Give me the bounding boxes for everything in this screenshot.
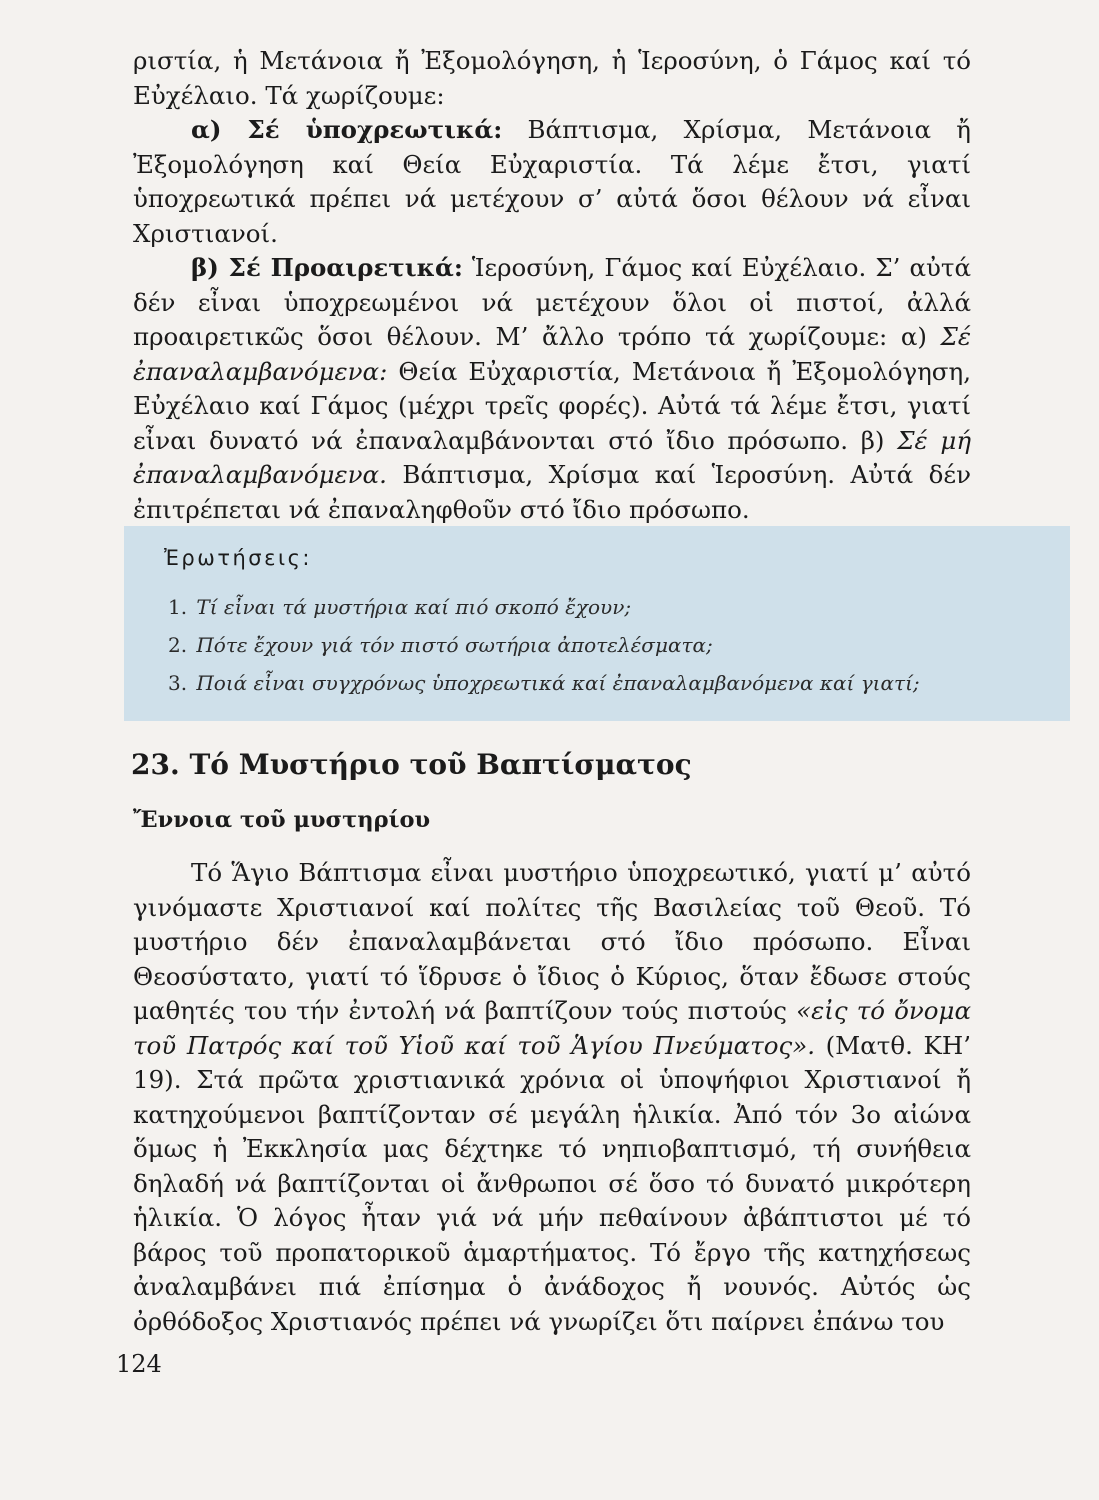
intro-opening-paragraph — [133, 44, 971, 113]
item-b-italic-2: Σέ μή ἐπαναλαμβανόμενα. — [133, 425, 971, 489]
question-text: Πότε ἔχουν γιά τόν πιστό σωτήρια ἀποτελέσματα; — [196, 633, 713, 657]
item-b-italic-1: Σέ ἐπαναλαμβανόμενα: — [133, 322, 971, 386]
item-b-text-1: Ἱεροσύνη, Γάμος καί Εὐχέλαιο. Σ’ αὐτά δέν εἶναι ὑποχρεωμένοι νά μετέχουν ὅλοι οἱ πιστοί, ἀλλά προαιρετικῶς ὅσοι θέλουν. Μ’ ἄλλο τρόπο τά χωρίζουμε: α) — [133, 253, 972, 351]
question-item — [168, 588, 920, 626]
section-title: 23. Τό Μυστήριο τοῦ Βαπτίσματος — [131, 748, 692, 781]
item-b-paragraph — [133, 251, 971, 527]
item-b-label: β) Σέ Προαιρετικά: — [191, 253, 463, 282]
item-a-text: Βάπτισμα, Χρίσμα, Μετάνοια ἤ Ἐξομολόγηση καί Θεία Εὐχαριστία. Τά λέμε ἔτσι, γιατί ὑποχρεωτικά πρέπει νά μετέχουν σ’ αὐτά ὅσοι θέλουν νά εἶναι Χριστιανοί. — [133, 115, 971, 248]
question-item — [168, 664, 920, 702]
question-text: Ποιά εἶναι συγχρόνως ὑποχρεωτικά καί ἐπαναλαμβανόμενα καί γιατί; — [196, 671, 920, 695]
section-p1-text-1: Τό Ἅγιο Βάπτισμα εἶναι μυστήριο ὑποχρεωτικό, γιατί μ’ αὐτό γινόμαστε Χριστιανοί καί πολίτες τῆς Βασιλείας τοῦ Θεοῦ. Τό μυστήριο δέν ἐπαναλαμβάνεται στό ἴδιο πρόσωπο. Εἶναι Θεοσύστατο, γιατί τό ἵδρυσε ὁ ἴδιος ὁ Κύριος, ὅταν ἔδωσε στούς μαθητές του τήν ἐντολή νά βαπτίζουν τούς πιστούς — [133, 858, 971, 1025]
item-b-text-3: Βάπτισμα, Χρίσμα καί Ἱεροσύνη. Αὐτά δέν ἐπιτρέπεται νά ἐπαναληφθοῦν στό ἴδιο πρόσωπο. — [133, 460, 971, 524]
question-item — [168, 626, 920, 664]
question-number: 1. — [168, 595, 188, 619]
questions-title: Ἐρωτήσεις: — [164, 546, 312, 570]
question-text: Τί εἶναι τά μυστήρια καί πιό σκοπό ἔχουν; — [196, 595, 632, 619]
question-number: 3. — [168, 671, 188, 695]
item-b-text-2: Θεία Εὐχαριστία, Μετάνοια ἤ Ἐξομολόγηση, Εὐχέλαιο καί Γάμος (μέχρι τρεῖς φορές). Αὐτά τά λέμε ἔτσι, γιατί εἶναι δυνατό νά ἐπαναλαμβάνονται στό ἴδιο πρόσωπο. β) — [133, 356, 971, 455]
item-a-label: α) Σέ ὑποχρεωτικά: — [191, 115, 503, 144]
page-number: 124 — [116, 1350, 162, 1378]
question-number: 2. — [168, 633, 188, 657]
section-p1-quote: «εἰς τό ὄνομα τοῦ Πατρός καί τοῦ Υἱοῦ καί τοῦ Ἁγίου Πνεύματος». — [133, 996, 971, 1060]
section-paragraph — [133, 856, 971, 1339]
questions-box — [124, 526, 1070, 721]
section-p1-text-2: (Ματθ. ΚΗ’ 19). Στά πρῶτα χριστιανικά χρόνια οἱ ὑποψήφιοι Χριστιανοί ἤ κατηχούμενοι βαπτίζονταν σέ μεγάλη ἡλικία. Ἀπό τόν 3ο αἰώνα ὅμως ἡ Ἐκκλησία μας δέχτηκε τό νηπιοβαπτισμό, τή συνήθεια δηλαδή νά βαπτίζονται οἱ ἄνθρωποι σέ ὅσο τό δυνατό μικρότερη ἡλικία. Ὁ λόγος ἦταν γιά νά μήν πεθαίνουν ἀβάπτιστοι μέ τό βάρος τοῦ προπατορικοῦ ἁμαρτήματος. Τό ἔργο τῆς κατηχήσεως ἀναλαμβάνει πιά ἐπίσημα ὁ ἀνάδοχος ἤ νουνός. Αὐτός ὡς ὀρθόδοξος Χριστιανός πρέπει νά γνωρίζει ὅτι παίρνει ἐπάνω του — [133, 1030, 971, 1336]
section-body — [133, 856, 971, 1339]
intro-text — [133, 44, 971, 527]
intro-opening: ριστία, ἡ Μετάνοια ἤ Ἐξομολόγηση, ἡ Ἱεροσύνη, ὁ Γάμος καί τό Εὐχέλαιο. Τά χωρίζουμε: — [133, 46, 971, 110]
subsection-title: Ἔννοια τοῦ μυστηρίου — [133, 807, 431, 833]
questions-list — [168, 588, 920, 702]
item-a-paragraph — [133, 113, 971, 251]
